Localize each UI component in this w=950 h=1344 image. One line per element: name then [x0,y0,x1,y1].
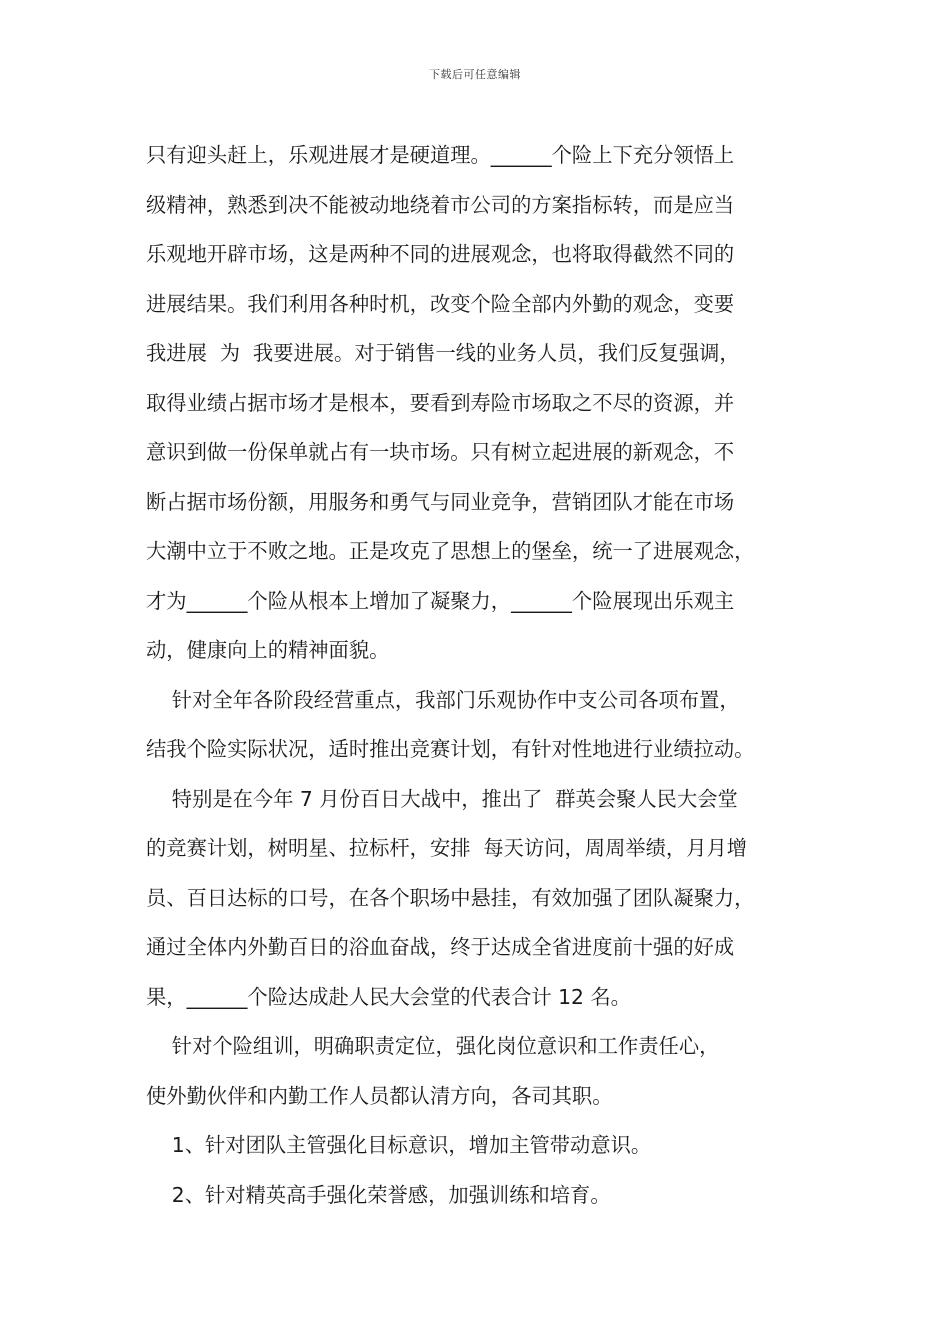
text-line: 大潮中立于不败之地。正是攻克了思想上的堡垒，统一了进展观念， [146,539,755,563]
text-line: 才为______个险从根本上增加了凝聚力，______个险展现出乐观主 [146,588,735,613]
paragraph-first-line: 针对个险组训，明确职责定位，强化岗位意识和工作责任心， [146,1034,720,1058]
text-line: 我进展 为 我要进展。对于销售一线的业务人员，我们反复强调， [146,341,740,365]
text-line: 动，健康向上的精神面貌。 [146,638,390,662]
text-line: 结我个险实际状况，适时推出竞赛计划，有针对性地进行业绩拉动。 [146,737,755,761]
text-line: 使外勤伙伴和内勤工作人员都认清方向，各司其职。 [146,1083,613,1108]
text-line: 的竞赛计划，树明星、拉标杆，安排 每天访问，周周举绩，月月增 [146,836,748,860]
text-line: 取得业绩占据市场才是根本，要看到寿险市场取之不尽的资源，并 [146,390,735,415]
text-line: 果，______个险达成赴人民大会堂的代表合计 12 名。 [146,984,631,1009]
text-line: 意识到做一份保单就占有一块市场。只有树立起进展的新观念，不 [146,440,735,464]
text-line: 只有迎头赶上，乐观进展才是硬道理。______个险上下充分领悟上 [146,143,735,167]
paragraph-first-line: 针对全年各阶段经营重点，我部门乐观协作中支公司各项布置， [146,687,740,712]
text-line: 通过全体内外勤百日的浴血奋战，终于达成全省进度前十强的好成 [146,935,735,959]
text-line: 进展结果。我们利用各种时机，改变个险全部内外勤的观念，变要 [146,291,735,316]
list-item: 2、针对精英高手强化荣誉感，加强训练和培育。 [146,1182,611,1207]
paragraph-first-line: 特别是在今年 7 月份百日大战中，推出了 群英会聚人民大会堂 [146,786,738,811]
document-body [146,131,826,1220]
list-item: 1、针对团队主管强化目标意识，增加主管带动意识。 [146,1133,652,1157]
page-header: 下载后可任意编辑 [429,68,521,81]
text-line: 断占据市场份额，用服务和勇气与同业竞争，营销团队才能在市场 [146,489,735,514]
text-line: 乐观地开辟市场，这是两种不同的进展观念，也将取得截然不同的 [146,242,735,266]
text-line: 级精神，熟悉到决不能被动地绕着市公司的方案指标转，而是应当 [146,192,735,217]
text-line: 员、百日达标的口号，在各个职场中悬挂，有效加强了团队凝聚力， [146,885,755,910]
